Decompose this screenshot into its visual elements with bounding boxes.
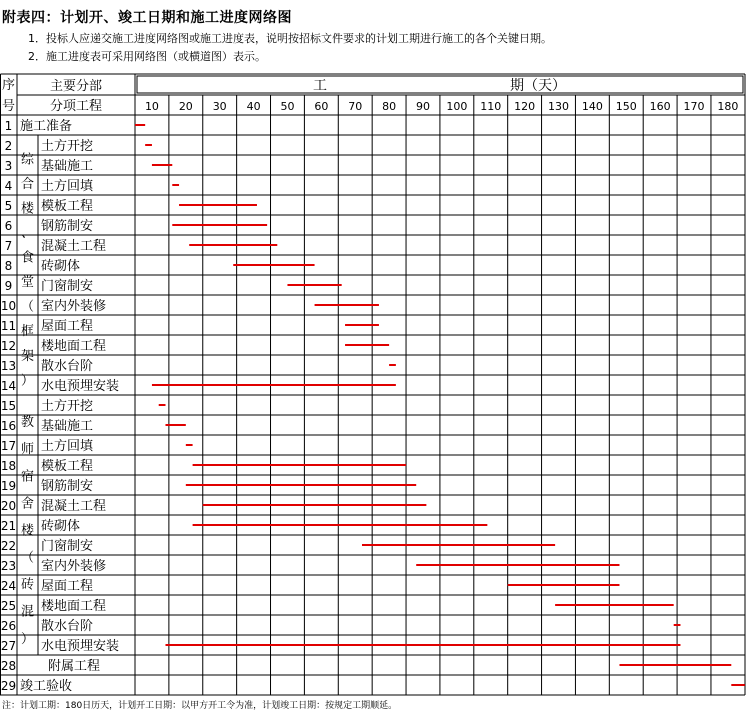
day-tick-label: 30 xyxy=(212,100,227,113)
task-name: 屋面工程 xyxy=(41,579,94,594)
seq-header-bottom: 号 xyxy=(1,99,16,114)
row-number: 15 xyxy=(0,399,17,413)
task-name: 砖砌体 xyxy=(41,259,81,274)
sub-item-header: 分项工程 xyxy=(49,99,103,114)
row-number: 23 xyxy=(0,559,17,573)
row-number: 17 xyxy=(0,439,17,453)
seq-header-top: 序 xyxy=(1,78,16,93)
row-number: 29 xyxy=(0,679,17,693)
day-tick-label: 110 xyxy=(480,100,502,113)
day-tick-label: 100 xyxy=(446,100,468,113)
day-tick-label: 150 xyxy=(615,100,637,113)
day-tick-label: 70 xyxy=(348,100,363,113)
row-number: 28 xyxy=(0,659,17,673)
task-name: 土方回填 xyxy=(41,179,94,194)
task-name: 竣工验收 xyxy=(20,679,73,694)
day-tick-label: 180 xyxy=(717,100,739,113)
period-header-box xyxy=(137,76,743,93)
task-name: 散水台阶 xyxy=(41,359,94,374)
task-name: 模板工程 xyxy=(41,459,94,474)
row-number: 1 xyxy=(4,119,13,133)
footer-note: 注：计划工期：180日历天，计划开工日期：以甲方开工令为准，计划竣工日期：按规定工期顺延。 xyxy=(2,701,398,711)
row-number: 14 xyxy=(0,379,17,393)
task-name: 混凝土工程 xyxy=(41,499,107,514)
task-name: 水电预埋安装 xyxy=(41,379,120,394)
row-number: 12 xyxy=(0,339,17,353)
day-tick-label: 160 xyxy=(649,100,671,113)
row-number: 11 xyxy=(0,319,17,333)
day-tick-label: 80 xyxy=(382,100,397,113)
day-tick-label: 120 xyxy=(514,100,536,113)
row-number: 6 xyxy=(4,219,13,233)
task-name: 门窗制安 xyxy=(41,279,94,294)
day-tick-label: 10 xyxy=(144,100,159,113)
row-number: 8 xyxy=(4,259,13,273)
task-name: 散水台阶 xyxy=(41,619,94,634)
note-1: 1．投标人应递交施工进度网络图或施工进度表，说明按招标文件要求的计划工期进行施工的各个关键日期。 xyxy=(28,32,552,45)
task-name: 砖砌体 xyxy=(41,519,81,534)
task-name: 基础施工 xyxy=(41,419,94,434)
task-name: 水电预埋安装 xyxy=(41,639,120,654)
task-name: 附属工程 xyxy=(48,659,101,674)
row-number: 20 xyxy=(0,499,17,513)
row-number: 9 xyxy=(4,279,13,293)
row-number: 21 xyxy=(0,519,17,533)
task-name: 土方开挖 xyxy=(41,399,94,414)
row-number: 13 xyxy=(0,359,17,373)
row-number: 22 xyxy=(0,539,17,553)
group-label: 综合楼、食堂（框架） xyxy=(20,152,35,389)
row-number: 19 xyxy=(0,479,17,493)
task-name: 钢筋制安 xyxy=(41,479,94,494)
day-tick-label: 40 xyxy=(246,100,261,113)
task-name: 钢筋制安 xyxy=(41,219,94,234)
period-header-left: 工 xyxy=(313,78,327,94)
task-name: 屋面工程 xyxy=(41,319,94,334)
day-tick-label: 170 xyxy=(683,100,705,113)
task-name: 门窗制安 xyxy=(41,539,94,554)
main-section-header: 主要分部 xyxy=(49,79,103,94)
task-name: 楼地面工程 xyxy=(41,339,107,354)
row-number: 3 xyxy=(4,159,13,173)
group-labels xyxy=(21,152,35,647)
row-number: 16 xyxy=(0,419,17,433)
row-number: 7 xyxy=(4,239,13,253)
task-rows xyxy=(1,118,119,694)
task-name: 室内外装修 xyxy=(41,559,107,574)
task-name: 室内外装修 xyxy=(41,299,107,314)
day-tick-label: 130 xyxy=(548,100,569,113)
period-header-right: 期（天） xyxy=(510,78,566,94)
row-number: 5 xyxy=(4,199,13,213)
task-name: 施工准备 xyxy=(20,119,73,134)
row-number: 24 xyxy=(0,579,17,593)
task-name: 土方开挖 xyxy=(41,139,94,154)
day-tick-label: 140 xyxy=(581,100,603,113)
row-number: 25 xyxy=(0,599,17,613)
task-name: 楼地面工程 xyxy=(41,599,107,614)
task-name: 基础施工 xyxy=(41,159,94,174)
note-2: 2．施工进度表可采用网络图（或横道图）表示。 xyxy=(28,50,266,63)
day-tick-label: 90 xyxy=(415,100,430,113)
group-label: 教师宿舍楼（砖混） xyxy=(20,415,35,647)
day-tick-label: 60 xyxy=(314,100,329,113)
row-number: 26 xyxy=(0,619,17,633)
row-number: 2 xyxy=(4,139,13,153)
task-name: 土方回填 xyxy=(41,439,94,454)
task-name: 混凝土工程 xyxy=(41,239,107,254)
page-title: 附表四：计划开、竣工日期和施工进度网络图 xyxy=(2,10,292,26)
day-tick-label: 50 xyxy=(280,100,295,113)
day-tick-label: 20 xyxy=(178,100,193,113)
row-number: 27 xyxy=(0,639,17,653)
day-ticks xyxy=(145,100,738,113)
row-number: 10 xyxy=(0,299,17,313)
task-name: 模板工程 xyxy=(41,199,94,214)
row-number: 18 xyxy=(0,459,17,473)
row-number: 4 xyxy=(4,179,13,193)
